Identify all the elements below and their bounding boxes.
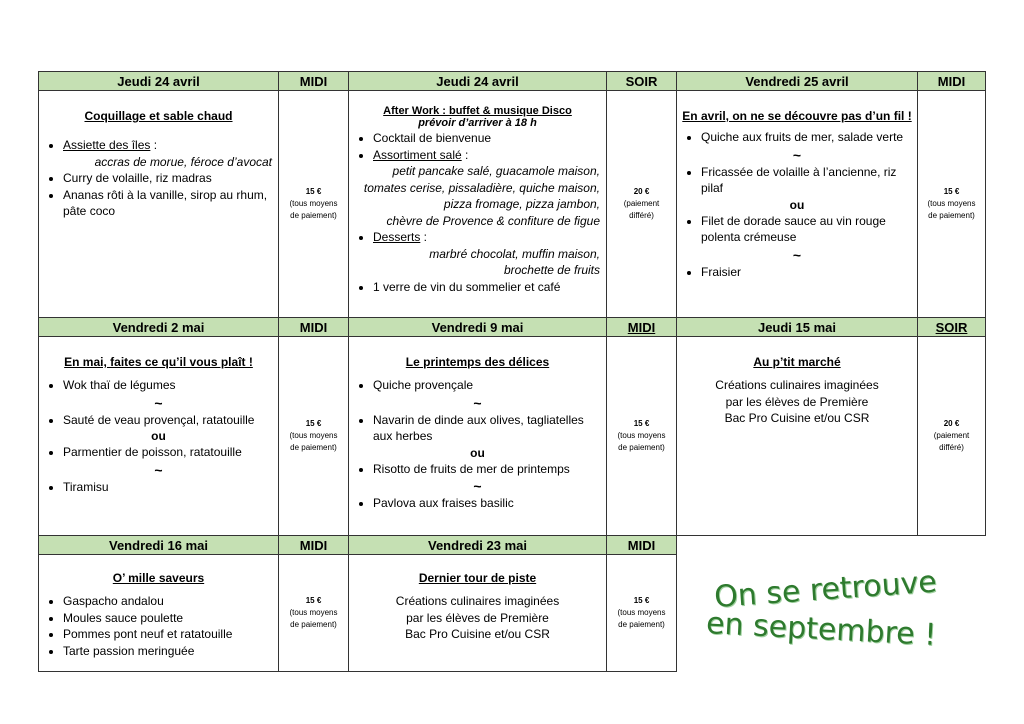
menu-list [39,444,278,461]
menu-item: • Desserts : [373,229,606,246]
separator-tilde: ~ [473,394,482,411]
menu-item-detail: accras de morue, féroce d’avocat [94,154,272,169]
service-header-midi: MIDI [917,71,986,91]
menu-or: ou [789,197,805,212]
price-box: 20 € (paiement différé) [606,90,677,318]
menu-title: Dernier tour de piste [418,571,537,585]
day-header-jeudi-24-avril-soir: Jeudi 24 avril [348,71,607,91]
separator-tilde: ~ [473,478,482,494]
service-header-midi: MIDI [606,535,677,555]
menu-item: • Sauté de veau provençal, ratatouille [63,412,278,429]
menu-or: ou [470,445,485,460]
price-box: 15 € (tous moyens de paiement) [278,336,349,536]
price-box: 15 € (tous moyens de paiement) [606,554,677,672]
menu-cell [38,554,279,672]
service-header-midi: MIDI [278,317,349,337]
menu-list [349,377,606,394]
banner-line: en septembre ! [705,606,938,654]
separator-tilde: ~ [792,146,802,163]
menu-item: • Tiramisu [63,479,278,496]
price-box: 15 € (tous moyens de paiement) [278,90,349,318]
menu-description: Bac Pro Cuisine et/ou CSR [405,627,550,641]
menu-item: • Quiche aux fruits de mer, salade verte [701,129,917,146]
menu-cell [676,90,918,318]
menu-cell [348,90,607,318]
menu-item-detail: brochette de fruits [503,263,600,277]
menu-item: • Assortiment salé : [373,147,606,164]
menu-list [349,495,606,512]
menu-list [677,164,917,197]
menu-list [349,412,606,445]
menu-list [39,170,278,220]
price-box: 15 € (tous moyens de paiement) [278,554,349,672]
menu-item: • Pommes pont neuf et ratatouille [63,626,278,643]
separator-tilde: ~ [792,246,802,263]
menu-title: Le printemps des délices [405,355,550,369]
menu-item: • Fraisier [701,264,917,281]
menu-or: ou [151,429,166,443]
closing-banner [705,564,974,654]
menu-item: • Assiette des îles : [63,137,278,154]
menu-list [677,213,917,246]
menu-item: • Filet de dorade sauce au vin rouge polenta crémeuse [701,213,917,246]
menu-list [349,229,606,246]
service-header-midi: MIDI [278,71,349,91]
menu-title: Au p’tit marché [753,355,841,369]
menu-item: • Cocktail de bienvenue [373,130,606,147]
menu-description: Créations culinaires imaginées [715,378,879,392]
menu-list [39,137,278,154]
menu-description: par les élèves de Première [406,610,549,625]
price-box: 15 € (tous moyens de paiement) [606,336,677,536]
price-box: 15 € (tous moyens de paiement) [917,90,986,318]
menu-cell [38,336,279,536]
menu-title: Coquillage et sable chaud [84,109,233,123]
menu-item: • Fricassée de volaille à l’ancienne, riz pilaf [701,164,917,197]
menu-list [39,593,278,659]
menu-item: • Wok thaï de légumes [63,377,278,394]
menu-item: • Ananas rôti à la vanille, sirop au rhum, pâte coco [63,187,278,220]
menu-item: • Moules sauce poulette [63,610,278,627]
day-header-vendredi-9-mai: Vendredi 9 mai [348,317,607,337]
separator-tilde: ~ [154,461,163,478]
menu-item-detail: chèvre de Provence & confiture de figue [386,213,600,228]
day-header-vendredi-2-mai: Vendredi 2 mai [38,317,279,337]
service-header-midi: MIDI [278,535,349,555]
menu-item: • 1 verre de vin du sommelier et café [373,279,606,296]
menu-item-detail: petit pancake salé, guacamole maison, [392,164,600,178]
menu-item-detail: tomates cerise, pissaladière, quiche maison, [363,180,600,195]
service-header-soir: SOIR [606,71,677,91]
menu-title: After Work : buffet & musique Disco [383,105,572,117]
menu-list [39,412,278,429]
menu-item: • Tarte passion meringuée [63,643,278,660]
day-header-vendredi-23-mai: Vendredi 23 mai [348,535,607,555]
menu-item-detail: pizza fromage, pizza jambon, [443,197,600,211]
menu-title: En mai, faites ce qu’il vous plaît ! [64,355,253,369]
menu-list [349,461,606,478]
menu-list [677,129,917,146]
day-header-vendredi-25-avril: Vendredi 25 avril [676,71,918,91]
menu-item: • Navarin de dinde aux olives, tagliatelles aux herbes [373,412,606,445]
service-header-soir: SOIR [917,317,986,337]
banner-line: On se retrouve [713,564,938,616]
separator-tilde: ~ [154,394,163,411]
menu-cell [348,336,607,536]
menu-description: Bac Pro Cuisine et/ou CSR [724,411,870,425]
menu-item-detail: marbré chocolat, muffin maison, [429,246,600,261]
menu-item: • Pavlova aux fraises basilic [373,495,606,512]
service-header-midi: MIDI [606,317,677,337]
menu-item: • Parmentier de poisson, ratatouille [63,444,278,461]
menu-item: • Curry de volaille, riz madras [63,170,278,187]
menu-item: • Quiche provençale [373,377,606,394]
price-box: 20 € (paiement différé) [917,336,986,536]
day-header-vendredi-16-mai: Vendredi 16 mai [38,535,279,555]
menu-cell [38,90,279,318]
menu-list [39,479,278,496]
menu-description: par les élèves de Première [725,394,869,409]
menu-subtitle: prévoir d’arriver à 18 h [418,117,537,129]
menu-list [349,130,606,163]
menu-list [39,377,278,394]
menu-cell [348,554,607,672]
menu-item: • Risotto de fruits de mer de printemps [373,461,606,478]
menu-list [677,264,917,281]
menu-cell [676,336,918,536]
menu-title: O’ mille saveurs [112,571,205,585]
day-header-jeudi-24-avril-midi: Jeudi 24 avril [38,71,279,91]
menu-title: En avril, on ne se découvre pas d’un fil ! [682,109,912,123]
day-header-jeudi-15-mai: Jeudi 15 mai [676,317,918,337]
menu-description: Créations culinaires imaginées [395,594,560,608]
menu-item: • Gaspacho andalou [63,593,278,610]
menu-list [349,279,606,296]
